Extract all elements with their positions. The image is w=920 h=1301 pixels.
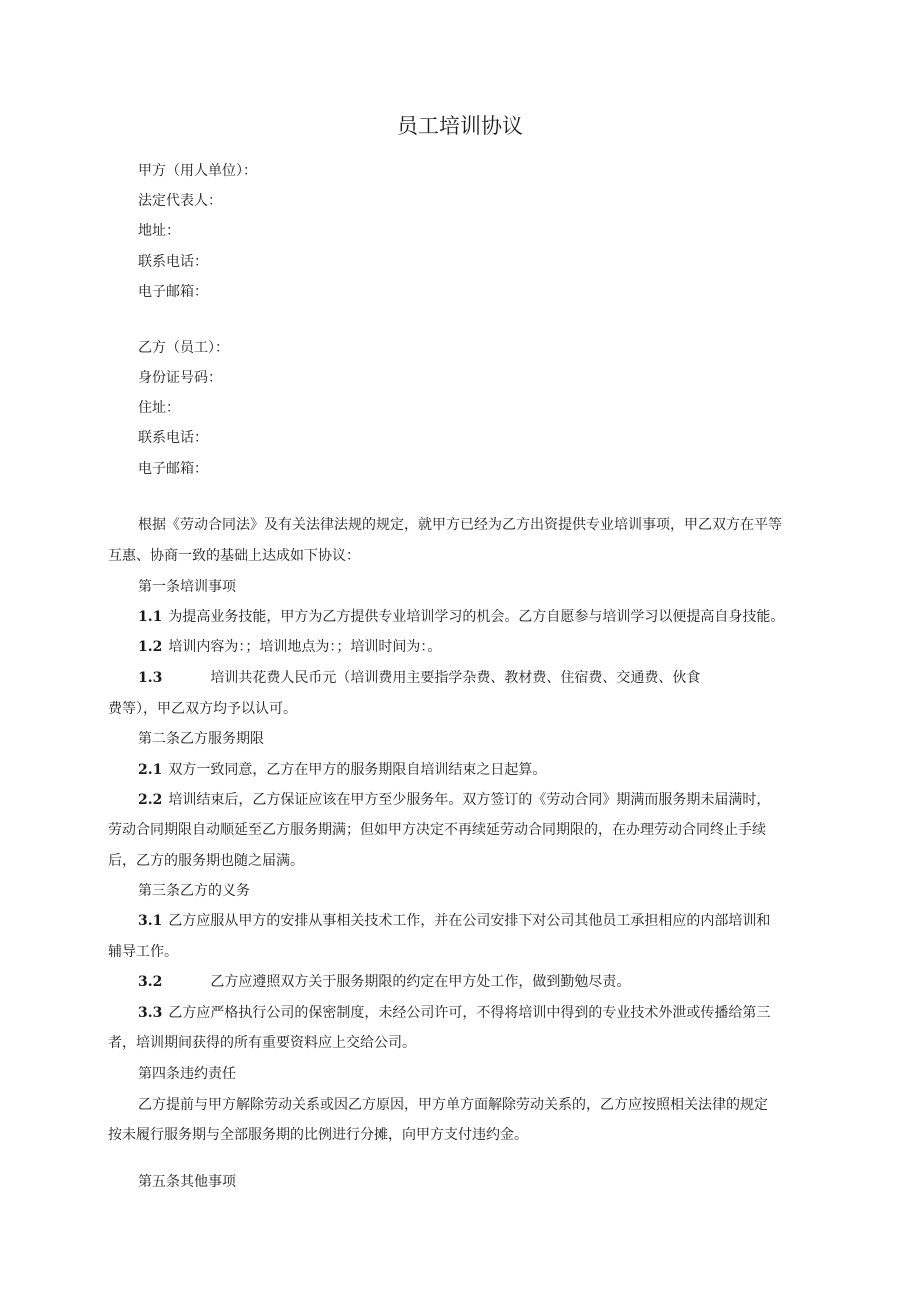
clause-continuation: 劳动合同期限自动顺延至乙方服务期满；但如甲方决定不再续延劳动合同期限的，在办理劳动合同终止手续	[108, 822, 766, 838]
clause-3-3	[138, 1003, 770, 1023]
party-b-address-label: 住址：	[138, 400, 180, 416]
preamble-line: 根据《劳动合同法》及有关法律法规的规定，就甲方已经为乙方出资提供专业培训事项，甲乙双方在平等	[138, 517, 782, 533]
clause-continuation: 费等），甲乙双方均予以认可。	[108, 701, 297, 717]
clause-1-1	[138, 607, 784, 627]
clause-number: 1.2	[138, 639, 163, 655]
article-2-heading: 第二条乙方服务期限	[138, 731, 264, 747]
clause-number: 1.1	[138, 609, 163, 625]
preamble-line: 互惠、协商一致的基础上达成如下协议：	[108, 548, 360, 564]
party-a-email-label: 电子邮箱：	[138, 284, 208, 300]
clause-text: 为提高业务技能，甲方为乙方提供专业培训学习的机会。乙方自愿参与培训学习以便提高自身技能。	[168, 609, 785, 625]
clause-number: 1.3	[138, 670, 163, 686]
party-b-email-label: 电子邮箱：	[138, 461, 208, 477]
clause-text: 培训结束后，乙方保证应该在甲方至少服务年。双方签订的《劳动合同》期满而服务期未届满时，	[168, 792, 771, 808]
article-4-text: 按未履行服务期与全部服务期的比例进行分摊，向甲方支付违约金。	[108, 1127, 528, 1143]
clause-continuation: 后，乙方的服务期也随之届满。	[108, 853, 304, 869]
clause-3-2	[138, 972, 630, 992]
clause-number: 3.3	[138, 1005, 163, 1021]
clause-text: 双方一致同意，乙方在甲方的服务期限自培训结束之日起算。	[168, 762, 547, 778]
clause-text: 培训内容为：；培训地点为：；培训时间为：。	[168, 639, 442, 655]
clause-number: 2.2	[138, 792, 163, 808]
clause-text: 培训共花费人民币元（培训费用主要指学杂费、教材费、住宿费、交通费、伙食	[210, 670, 701, 686]
clause-number: 3.2	[138, 974, 163, 990]
party-b-name-label: 乙方（员工）：	[138, 340, 229, 356]
party-a-name-label: 甲方（用人单位）：	[138, 163, 257, 179]
clause-text: 乙方应严格执行公司的保密制度，未经公司许可，不得将培训中得到的专业技术外泄或传播给第三	[168, 1005, 771, 1021]
party-b-id-label: 身份证号码：	[138, 370, 222, 386]
clause-continuation: 者，培训期间获得的所有重要资料应上交给公司。	[108, 1035, 416, 1051]
clause-continuation: 辅导工作。	[108, 944, 178, 960]
clause-number: 3.1	[138, 913, 163, 929]
clause-number: 2.1	[138, 762, 163, 778]
article-4-heading: 第四条违约责任	[138, 1066, 236, 1082]
clause-1-3	[138, 668, 700, 688]
party-a-address-label: 地址：	[138, 223, 180, 239]
article-3-heading: 第三条乙方的义务	[138, 883, 250, 899]
clause-text: 乙方应遵照双方关于服务期限的约定在甲方处工作，做到勤勉尽责。	[210, 974, 631, 990]
clause-2-1	[138, 760, 546, 780]
clause-3-1	[138, 911, 770, 931]
article-5-heading: 第五条其他事项	[138, 1174, 236, 1190]
article-4-text: 乙方提前与甲方解除劳动关系或因乙方原因，甲方单方面解除劳动关系的，乙方应按照相关法律的规定	[138, 1097, 768, 1113]
clause-1-2	[138, 637, 441, 657]
article-1-heading: 第一条培训事项	[138, 579, 236, 595]
clause-text: 乙方应服从甲方的安排从事相关技术工作，并在公司安排下对公司其他员工承担相应的内部培训和	[168, 913, 771, 929]
party-b-phone-label: 联系电话：	[138, 430, 208, 446]
clause-2-2	[138, 790, 770, 810]
party-a-legal-rep-label: 法定代表人：	[138, 193, 222, 209]
document-title: 员工培训协议	[397, 114, 523, 138]
party-a-phone-label: 联系电话：	[138, 254, 208, 270]
